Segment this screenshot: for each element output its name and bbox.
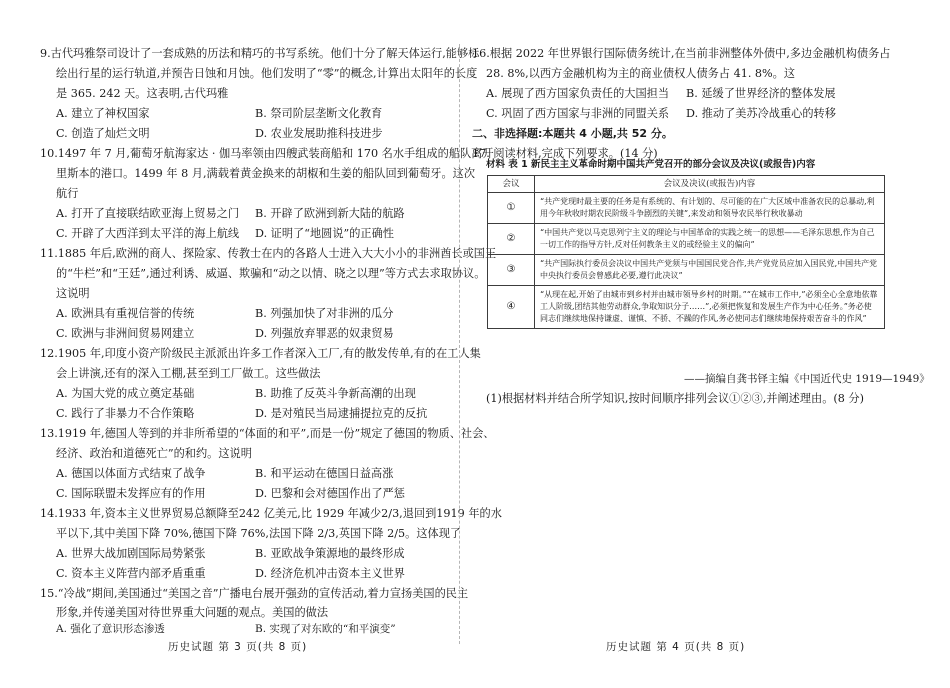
- q13-option-b[interactable]: B. 和平运动在德国日益高涨: [255, 467, 394, 480]
- q10-line-1: 10.1497 年 7 月,葡萄牙航海家达 · 伽马率领由四艘武装商船和 170 名水手组成的船队离开: [40, 147, 494, 160]
- q13-line-2: 经济、政治和道德死亡”的和约。这说明: [56, 447, 252, 460]
- q10-line-3: 航行: [56, 187, 79, 200]
- meeting-number: ④: [488, 286, 535, 329]
- table-row: [488, 286, 885, 329]
- material-source: ——摘编自龚书铎主编《中国近代史 1919—1949》: [684, 373, 930, 385]
- meeting-content: “共产党现时最主要的任务是有系统的、有计划的、尽可能的在广大区域中准备农民的总暴动,利用今年秋收时期农民阶级斗争剧烈的关键”,来发动和领导农民举行秋收暴动: [535, 193, 885, 224]
- q14-line-1: 14.1933 年,资本主义世界贸易总额降至242 亿美元,比 1929 年减少2/3,退回到1919 年的水: [40, 507, 502, 520]
- page-divider: [459, 44, 460, 644]
- meeting-content: “共产国际执行委员会决议中国共产党须与中国国民党合作,共产党党员应加入国民党,中国共产党中央执行委员会曾感此必要,遵行此决议”: [535, 255, 885, 286]
- meeting-content: “从现在起,开始了由城市到乡村并由城市领导乡村的时期。”“在城市工作中,”必须全心全意地依靠工人阶级,团结其他劳动群众,争取知识分子……”,必须把恢复和发展生产作为中心任务。”务必使同志们继续地保持谦虚、谨慎、不骄、不躁的作风,务必使同志们继续地保持艰苦奋斗的作风”: [535, 286, 885, 329]
- q12-line-1: 12.1905 年,印度小资产阶级民主派派出许多工作者深入工厂,有的散发传单,有的在工人集: [40, 347, 481, 360]
- q12-option-c[interactable]: C. 践行了非暴力不合作策略: [56, 407, 195, 420]
- q15-option-b[interactable]: B. 实现了对东欧的“和平演变”: [255, 623, 396, 635]
- q16-option-b[interactable]: B. 延缓了世界经济的整体发展: [686, 87, 836, 100]
- q14-option-a[interactable]: A. 世界大战加剧国际局势紧张: [56, 547, 206, 560]
- q12-option-a[interactable]: A. 为国大党的成立奠定基础: [56, 387, 195, 400]
- meeting-number: ①: [488, 193, 535, 224]
- page-footer-right: 历史试题 第 4 页(共 8 页): [606, 641, 746, 653]
- table-header-cell: 会议及决议(或报告)内容: [535, 176, 885, 193]
- section-heading: 二、非选择题:本题共 4 小题,共 52 分。: [472, 127, 673, 140]
- material-table: [487, 175, 885, 329]
- q10-option-a[interactable]: A. 打开了直接联结欧亚海上贸易之门: [56, 207, 240, 220]
- q15-line-2: 形象,并传递美国对待世界重大问题的观点。美国的做法: [56, 606, 329, 619]
- material-title: 材料 表 1 新民主主义革命时期中国共产党召开的部分会议及决议(或报告)内容: [486, 159, 816, 170]
- q9-option-d[interactable]: D. 农业发展助推科技进步: [255, 127, 383, 140]
- q16-line-1: 16.根据 2022 年世界银行国际债务统计,在当前非洲整体外债中,多边金融机构债务占: [472, 47, 891, 60]
- q13-line-1: 13.1919 年,德国人等到的并非所希望的“体面的和平”,而是一份”规定了德国的物质、社会、: [40, 427, 495, 440]
- q9-option-c[interactable]: C. 创造了灿烂文明: [56, 127, 150, 140]
- q11-line-3: 这说明: [56, 287, 90, 300]
- q14-option-d[interactable]: D. 经济危机冲击资本主义世界: [255, 567, 405, 580]
- table-row: [488, 193, 885, 224]
- q10-option-c[interactable]: C. 开辟了大西洋到太平洋的海上航线: [56, 227, 240, 240]
- table-row: [488, 255, 885, 286]
- q14-line-2: 平以下,其中美国下降 70%,德国下降 76%,法国下降 2/3,英国下降 2/5。这体现了: [56, 527, 462, 540]
- q9-option-a[interactable]: A. 建立了神权国家: [56, 107, 150, 120]
- q10-option-d[interactable]: D. 证明了“地圆说”的正确性: [255, 227, 394, 240]
- q9-option-b[interactable]: B. 祭司阶层垄断文化教育: [255, 107, 383, 120]
- meeting-content: “中国共产党以马克思列宁主义的理论与中国革命的实践之统一的思想——毛泽东思想,作为自己一切工作的指导方针,反对任何教条主义的或经验主义的偏向”: [535, 224, 885, 255]
- q12-option-d[interactable]: D. 是对殖民当局逮捕提拉克的反抗: [255, 407, 428, 420]
- table-header-row: [488, 176, 885, 193]
- q10-line-2: 里斯本的港口。1499 年 8 月,满载着黄金换来的胡椒和生姜的船队回到葡萄牙。这次: [56, 167, 476, 180]
- table-row: [488, 224, 885, 255]
- q16-option-c[interactable]: C. 巩固了西方国家与非洲的同盟关系: [486, 107, 670, 120]
- q11-option-b[interactable]: B. 列强加快了对非洲的瓜分: [255, 307, 394, 320]
- q9-line-1: 9.古代玛雅祭司设计了一套成熟的历法和精巧的书写系统。他们十分了解天体运行,能够标: [40, 47, 480, 60]
- q9-line-3: 是 365. 242 天。这表明,古代玛雅: [56, 87, 229, 100]
- q13-option-c[interactable]: C. 国际联盟未发挥应有的作用: [56, 487, 206, 500]
- q11-option-c[interactable]: C. 欧洲与非洲间贸易网建立: [56, 327, 195, 340]
- q10-option-b[interactable]: B. 开辟了欧洲到新大陆的航路: [255, 207, 405, 220]
- q11-option-a[interactable]: A. 欧洲具有重视信誉的传统: [56, 307, 195, 320]
- page-footer-left: 历史试题 第 3 页(共 8 页): [168, 641, 308, 653]
- q13-option-d[interactable]: D. 巴黎和会对德国作出了严惩: [255, 487, 405, 500]
- q13-option-a[interactable]: A. 德国以体面方式结束了战争: [56, 467, 206, 480]
- q16-option-d[interactable]: D. 推动了美苏冷战重心的转移: [686, 107, 836, 120]
- meeting-number: ②: [488, 224, 535, 255]
- q17-intro: 17. 阅读材料,完成下列要求。(14 分): [472, 147, 658, 160]
- q11-option-d[interactable]: D. 列强放弃罪恶的奴隶贸易: [255, 327, 394, 340]
- q11-line-1: 11.1885 年后,欧洲的商人、探险家、传教士在内的各路人士进入大大小小的非洲酋长或国王: [40, 247, 497, 260]
- q16-line-2: 28. 8%,以西方金融机构为主的商业债权人债务占 41. 8%。这: [486, 67, 796, 80]
- table-header-cell: 会议: [488, 176, 535, 193]
- q14-option-c[interactable]: C. 资本主义阵营内部矛盾重重: [56, 567, 206, 580]
- q11-line-2: 的“牛栏”和“王廷”,通过利诱、威逼、欺骗和“动之以情、晓之以理”等方式去求取协议。: [56, 267, 486, 280]
- q12-option-b[interactable]: B. 助推了反英斗争新高潮的出现: [255, 387, 416, 400]
- meeting-number: ③: [488, 255, 535, 286]
- q14-option-b[interactable]: B. 亚欧战争策源地的最终形成: [255, 547, 405, 560]
- q17-part-1: (1)根据材料并结合所学知识,按时间顺序排列会议①②③,并阐述理由。(8 分): [486, 392, 864, 405]
- q12-line-2: 会上讲演,还有的深入工棚,甚至到工厂做工。这些做法: [56, 367, 321, 380]
- q15-option-a[interactable]: A. 强化了意识形态渗透: [56, 623, 165, 635]
- q9-line-2: 绘出行星的运行轨道,并预告日蚀和月蚀。他们发明了“零”的概念,计算出太阳年的长度: [56, 67, 478, 80]
- q16-option-a[interactable]: A. 展现了西方国家负责任的大国担当: [486, 87, 670, 100]
- q15-line-1: 15.“冷战”期间,美国通过“美国之音”广播电台展开强劲的宣传活动,着力宣扬美国的民主: [40, 587, 469, 600]
